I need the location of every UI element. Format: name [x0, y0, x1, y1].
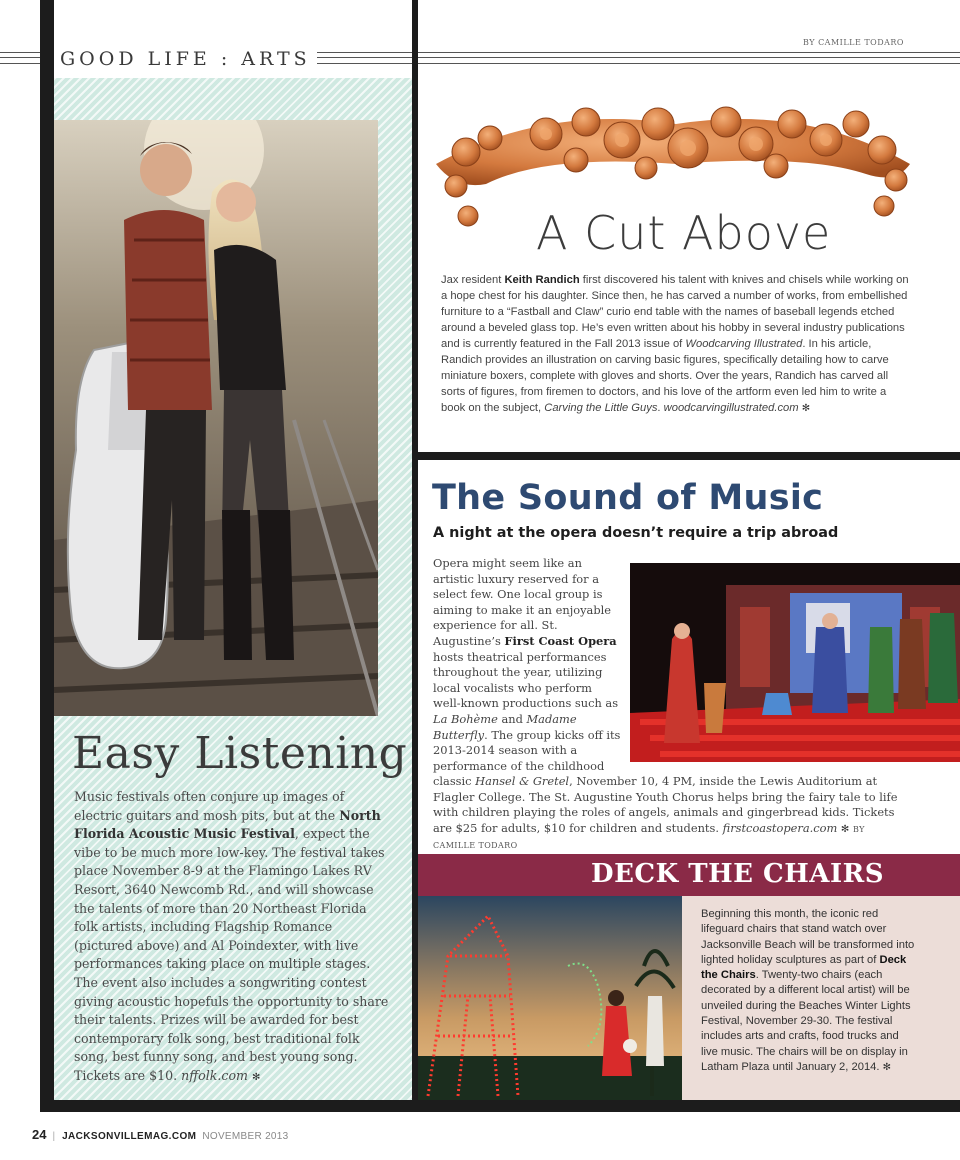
easy-listening-title: Easy Listening	[72, 728, 408, 779]
footer-issue: NOVEMBER 2013	[202, 1131, 289, 1142]
carver-name: Keith Randich	[504, 274, 580, 286]
opera-stage-photo	[630, 563, 960, 762]
frame-section-divider	[412, 452, 960, 460]
end-mark-icon: ✻	[252, 1071, 261, 1083]
photo-flagship-romance	[54, 120, 378, 716]
end-mark-icon: ✻	[882, 1061, 891, 1073]
frame-left-border	[40, 0, 54, 1112]
opera-website: firstcoastopera.com	[722, 820, 838, 835]
frame-bottom-border	[40, 1100, 960, 1112]
lighted-lifeguard-chairs-photo	[418, 896, 682, 1100]
cut-above-body: Jax resident Keith Randich first discovered his talent with knives and chisels while working on a hope chest for his daughter. Since then, he has carved a number of works, from embellished furniture to a “Fastball and Claw” curio end table with the names of baseball legends etched around a beveled glass top. He’s even written about his hobby in several industry publications and is currently featured in the Fall 2013 issue of Woodcarving Illustrated. In his article, Randich provides an illustration on carving basic figures, specifically detailing how to carve miniature boxers, complete with gloves and shorts. Over the years, Randich has carved all sorts of figures, from firemen to doctors, and his love of the artform even led him to write a book on the subject, Carving the Little Guys. woodcarvingillustrated.com ✻	[441, 274, 909, 414]
sound-of-music-subtitle: A night at the opera doesn’t require a trip abroad	[433, 525, 839, 541]
sound-of-music-title: The Sound of Music	[432, 478, 824, 518]
deck-the-chairs-title: DECK THE CHAIRS	[591, 859, 884, 889]
festival-name: North Florida Acoustic Music Festival	[74, 807, 381, 842]
footer-separator: |	[52, 1131, 56, 1142]
header-rule-left	[0, 52, 40, 64]
page-footer	[32, 1127, 289, 1142]
book-title: Carving the Little Guys	[544, 402, 658, 414]
footer-site: JACKSONVILLEMAG.COM	[62, 1131, 197, 1142]
deck-the-chairs-body: Beginning this month, the iconic red lifeguard chairs that stand watch over Jacksonville Beach will be transformed into lighted holiday sculptures as part of Deck the Chairs. Twenty-two chairs (each decorated by a different local artist) will be unveiled during the Beaches Winter Lights Festival, November 29-30. The festival includes arts and crafts, food trucks and live music. The chairs will be on display in Latham Plaza until January 2, 2014. ✻	[701, 908, 915, 1073]
easy-listening-body: Music festivals often conjure up images of electric guitars and mosh pits, but at the North Florida Acoustic Music Festival, expect the vibe to be much more low-key. The festival takes place November 8-9 at the Flamingo Lakes RV Resort, 3640 Newcomb Rd., and will showcase the talents of more than 20 Northeast Florida folk artists, including Flagship Romance (pictured above) and Al Poindexter, with live performances taking place on multiple stages. The event also includes a songwriting contest giving acoustic hopefuls the opportunity to share their talents. Prizes will be awarded for best contemporary folk song, best traditional folk song, best funny song, and best young song. Tickets are $10. nffolk.com ✻	[74, 789, 389, 1083]
section-label: GOOD LIFE : ARTS	[60, 48, 317, 70]
sound-of-music-body-column: Opera might seem like an artistic luxury reserved for a select few. One local group is aiming to make it an enjoyable experience for all. St. Augustine’s First Coast Opera hosts theatrical performances throughout the year, utilizing local vocalists who perform well-known productions such as La Bohème and Madame Butterfly. The group kicks off its 2013-2014 season with a performance of the childhood	[433, 556, 621, 773]
sound-of-music-body-wide: classic Hansel & Gretel, November 10, 4 PM, inside the Lewis Auditorium at Flagler College. The St. Augustine Youth Chorus helps bring the fairy tale to life with children playing the roles of angels, animals and gingerbread kids. Tickets are $25 for adults, $10 for children and students. firstcoastopera.com ✻ BY CAMILLE TODARO	[433, 774, 898, 851]
magazine-name: Woodcarving Illustrated	[685, 338, 803, 350]
cut-above-title: A Cut Above	[536, 206, 832, 260]
carving-website: woodcarvingillustrated.com	[663, 402, 799, 414]
page-number: 24	[32, 1127, 47, 1142]
end-mark-icon: ✻	[801, 403, 811, 414]
opera-byline: BY CAMILLE TODARO	[433, 824, 865, 851]
festival-website: nffolk.com	[181, 1067, 248, 1083]
byline: BY CAMILLE TODARO	[803, 38, 904, 47]
opera-company-name: First Coast Opera	[504, 633, 617, 648]
end-mark-icon: ✻	[840, 823, 850, 835]
deck-event-name: Deck the Chairs	[701, 953, 907, 982]
header-rule-right	[418, 52, 960, 64]
